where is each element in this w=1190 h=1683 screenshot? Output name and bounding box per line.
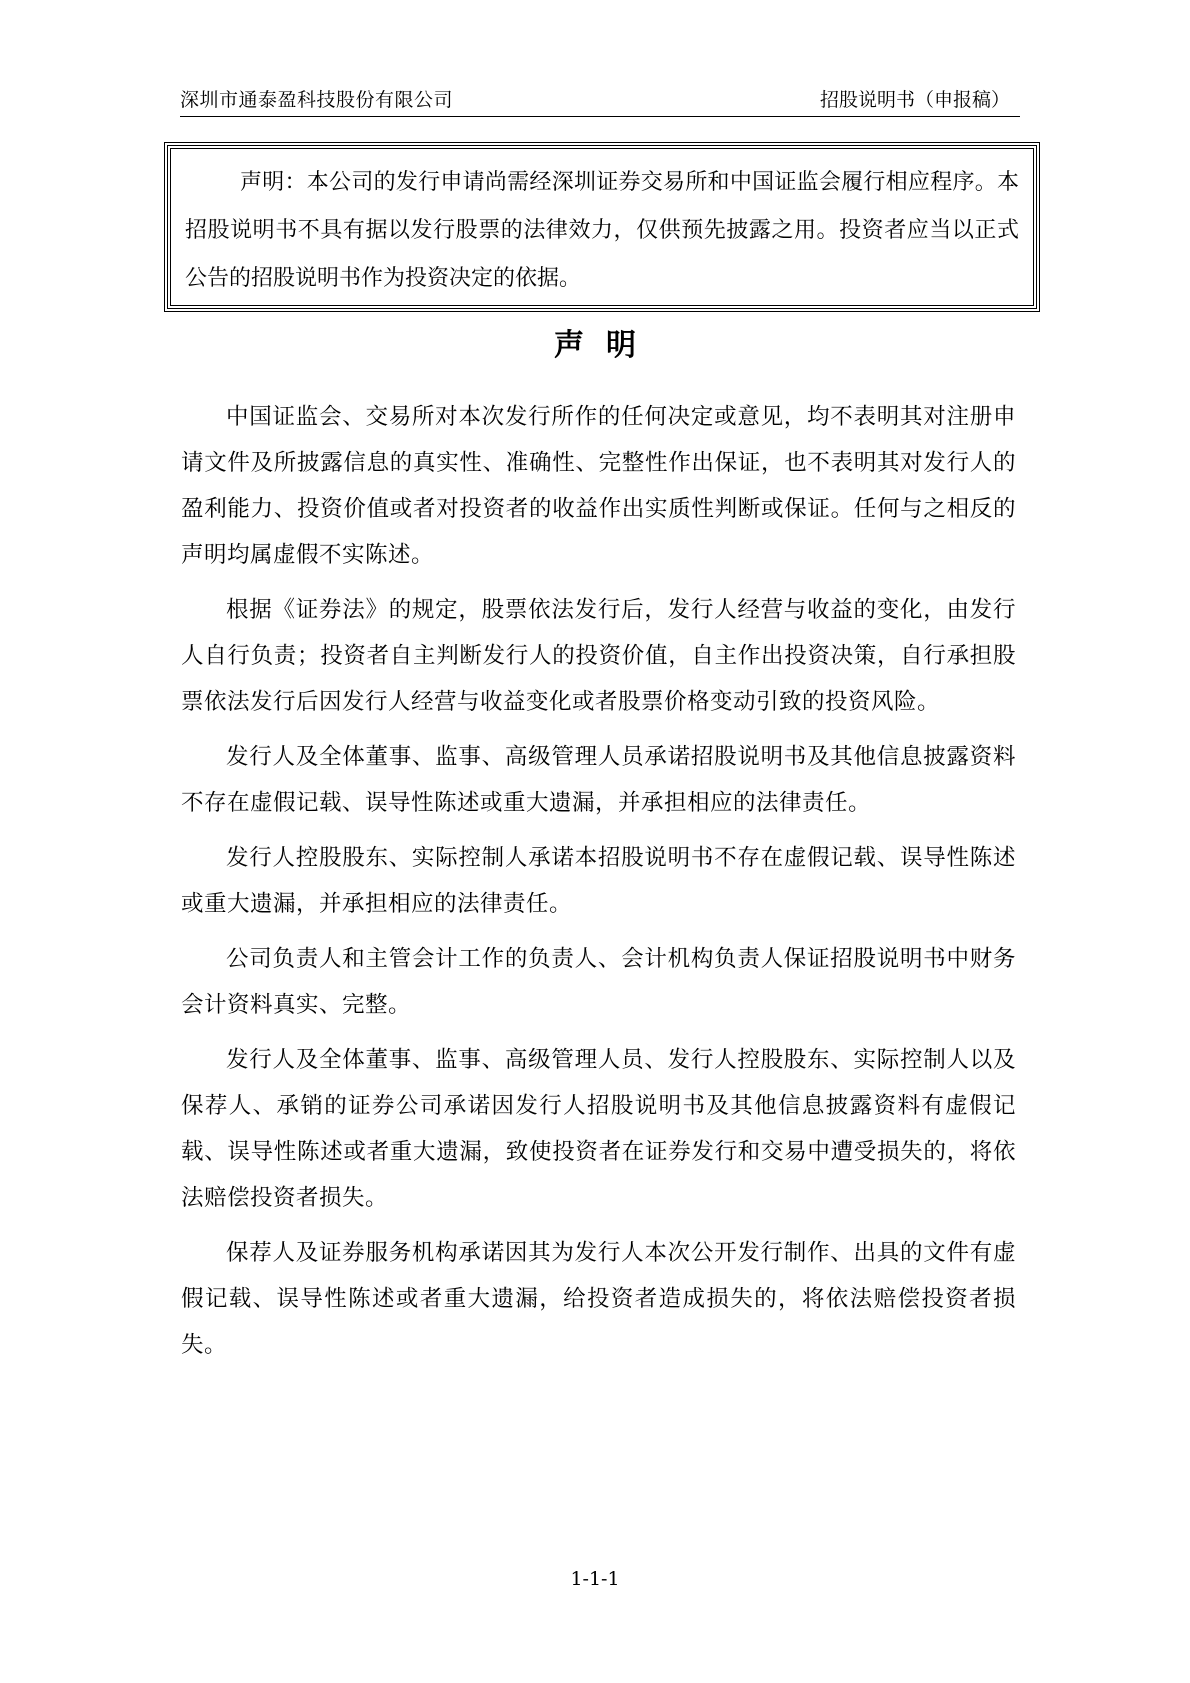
declaration-paragraph: 发行人及全体董事、监事、高级管理人员、发行人控股股东、实际控制人以及保荐人、承销的证券公司承诺因发行人招股说明书及其他信息披露资料有虚假记载、误导性陈述或者重大遗漏，致使投资者在证券发行和交易中遭受损失的，将依法赔偿投资者损失。	[181, 1047, 1016, 1211]
declaration-paragraph: 根据《证券法》的规定，股票依法发行后，发行人经营与收益的变化，由发行人自行负责；投资者自主判断发行人的投资价值，自主作出投资决策，自行承担股票依法发行后因发行人经营与收益变化或者股票价格变动引致的投资风险。	[181, 597, 1016, 715]
declaration-paragraph: 保荐人及证券服务机构承诺因其为发行人本次公开发行制作、出具的文件有虚假记载、误导性陈述或者重大遗漏，给投资者造成损失的，将依法赔偿投资者损失。	[181, 1240, 1016, 1358]
declaration-body	[181, 394, 1016, 1377]
page-title: 声明	[554, 328, 658, 363]
page-number: 1-1-1	[570, 1568, 620, 1590]
page-header	[180, 84, 1020, 117]
preliminary-notice-box	[167, 145, 1037, 309]
declaration-paragraph: 公司负责人和主管会计工作的负责人、会计机构负责人保证招股说明书中财务会计资料真实、完整。	[181, 946, 1016, 1018]
declaration-paragraph: 发行人控股股东、实际控制人承诺本招股说明书不存在虚假记载、误导性陈述或重大遗漏，并承担相应的法律责任。	[181, 845, 1016, 917]
header-document-type: 招股说明书（申报稿）	[819, 89, 1010, 111]
header-company-name: 深圳市通泰盈科技股份有限公司	[180, 89, 454, 111]
declaration-paragraph: 发行人及全体董事、监事、高级管理人员承诺招股说明书及其他信息披露资料不存在虚假记载、误导性陈述或重大遗漏，并承担相应的法律责任。	[181, 744, 1016, 816]
preliminary-notice-text: 声明：本公司的发行申请尚需经深圳证券交易所和中国证监会履行相应程序。本招股说明书不具有据以发行股票的法律效力，仅供预先披露之用。投资者应当以正式公告的招股说明书作为投资决定的依据。	[185, 170, 1019, 291]
declaration-paragraph: 中国证监会、交易所对本次发行所作的任何决定或意见，均不表明其对注册申请文件及所披露信息的真实性、准确性、完整性作出保证，也不表明其对发行人的盈利能力、投资价值或者对投资者的收益作出实质性判断或保证。任何与之相反的声明均属虚假不实陈述。	[181, 404, 1016, 568]
